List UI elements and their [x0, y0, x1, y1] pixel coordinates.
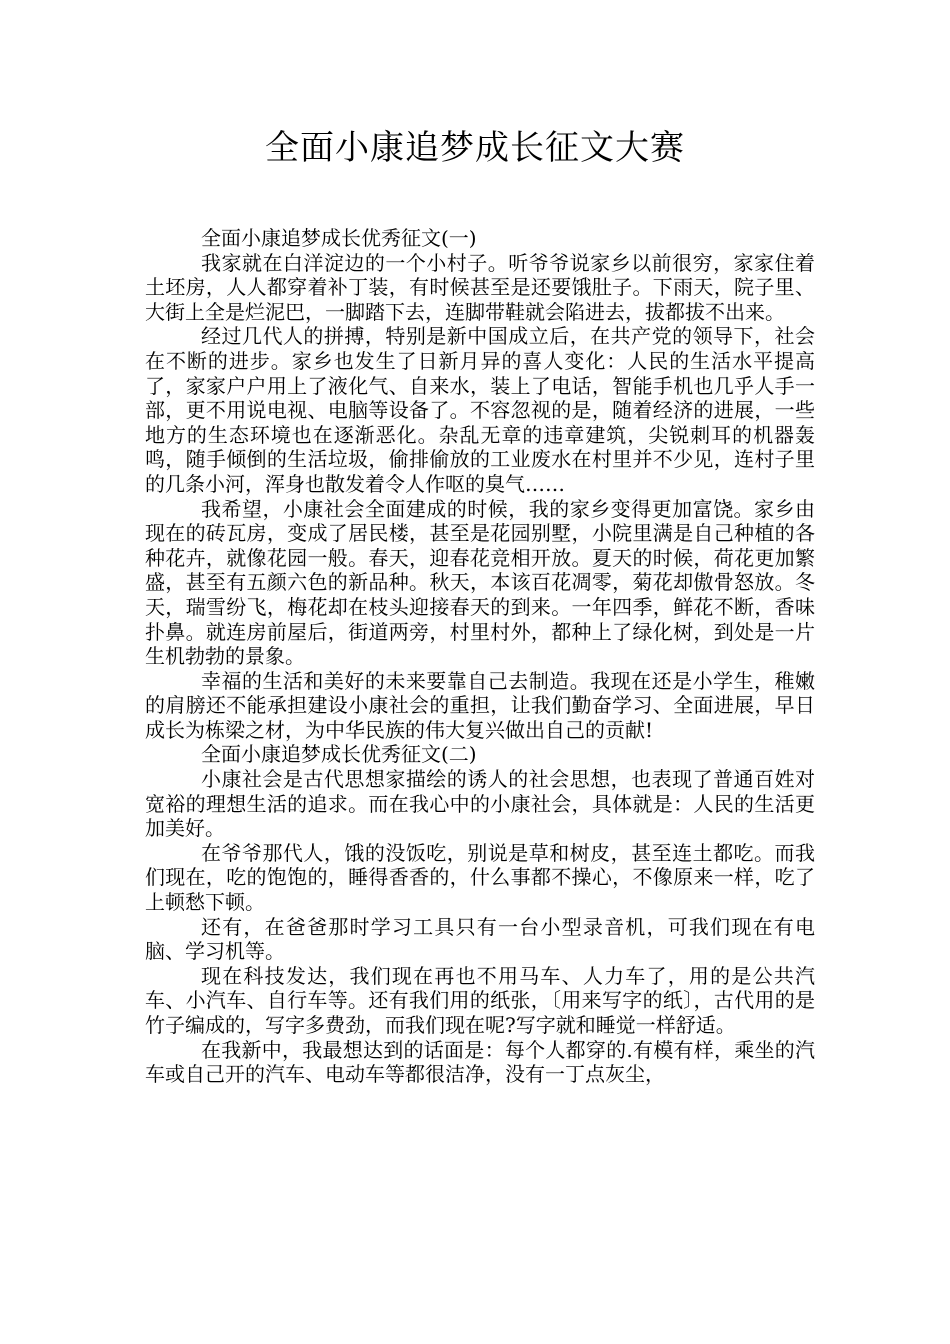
essay-heading-1: 全面小康追梦成长优秀征文(一)	[201, 226, 477, 250]
paragraph: 还有，在爸爸那时学习工具只有一台小型录音机，可我们现在有电脑、学习机等。	[145, 914, 815, 964]
paragraph: 幸福的生活和美好的未来要靠自己去制造。我现在还是小学生，稚嫩的肩膀还不能承担建设小康社会的重担，让我们勤奋学习、全面进展，早日成长为栋梁之材，为中华民族的伟大复兴做出自己的贡献!	[145, 668, 815, 742]
document-body	[145, 226, 815, 1087]
document-title: 全面小康追梦成长征文大赛	[265, 128, 685, 168]
paragraph: 经过几代人的拼搏，特别是新中国成立后，在共产党的领导下，社会在不断的进步。家乡也发生了日新月异的喜人变化：人民的生活水平提高了，家家户户用上了液化气、自来水，装上了电话，智能手机也几乎人手一部，更不用说电视、电脑等设备了。不容忽视的是，随着经济的进展，一些地方的生态环境也在逐渐恶化。杂乱无章的违章建筑，尖锐刺耳的机器轰鸣，随手倾倒的生活垃圾，偷排偷放的工业废水在村里并不少见，连村子里的几条小河，浑身也散发着令人作呕的臭气……	[145, 324, 815, 496]
paragraph: 小康社会是古代思想家描绘的诱人的社会思想，也表现了普通百姓对宽裕的理想生活的追求。而在我心中的小康社会，具体就是：人民的生活更加美好。	[145, 767, 815, 841]
paragraph: 我家就在白洋淀边的一个小村子。听爷爷说家乡以前很穷，家家住着土坯房，人人都穿着补丁装，有时候甚至是还要饿肚子。下雨天，院子里、大街上全是烂泥巴，一脚踏下去，连脚带鞋就会陷进去，拔都拔不出来。	[145, 250, 815, 324]
paragraph: 我希望，小康社会全面建成的时候，我的家乡变得更加富饶。家乡由现在的砖瓦房，变成了居民楼，甚至是花园别墅，小院里满是自己种植的各种花卉，就像花园一般。春天，迎春花竞相开放。夏天的时候，荷花更加繁盛，甚至有五颜六色的新品种。秋天，本该百花凋零，菊花却傲骨怒放。冬天，瑞雪纷飞，梅花却在枝头迎接春天的到来。一年四季，鲜花不断，香味扑鼻。就连房前屋后，街道两旁，村里村外，都种上了绿化树，到处是一片生机勃勃的景象。	[145, 496, 815, 669]
paragraph: 现在科技发达，我们现在再也不用马车、人力车了，用的是公共汽车、小汽车、自行车等。还有我们用的纸张，〔用来写字的纸〕，古代用的是竹子编成的，写字多费劲，而我们现在呢?写字就和睡觉一样舒适。	[145, 963, 815, 1037]
paragraph: 在我新中，我最想达到的话面是：每个人都穿的.有模有样，乘坐的汽车或自己开的汽车、电动车等都很洁净，没有一丁点灰尘，	[145, 1037, 815, 1087]
essay-heading-2: 全面小康追梦成长优秀征文(二)	[201, 742, 477, 767]
paragraph: 在爷爷那代人，饿的没饭吃，别说是草和树皮，甚至连土都吃。而我们现在，吃的饱饱的，睡得香香的，什么事都不操心，不像原来一样，吃了上顿愁下顿。	[145, 840, 815, 915]
